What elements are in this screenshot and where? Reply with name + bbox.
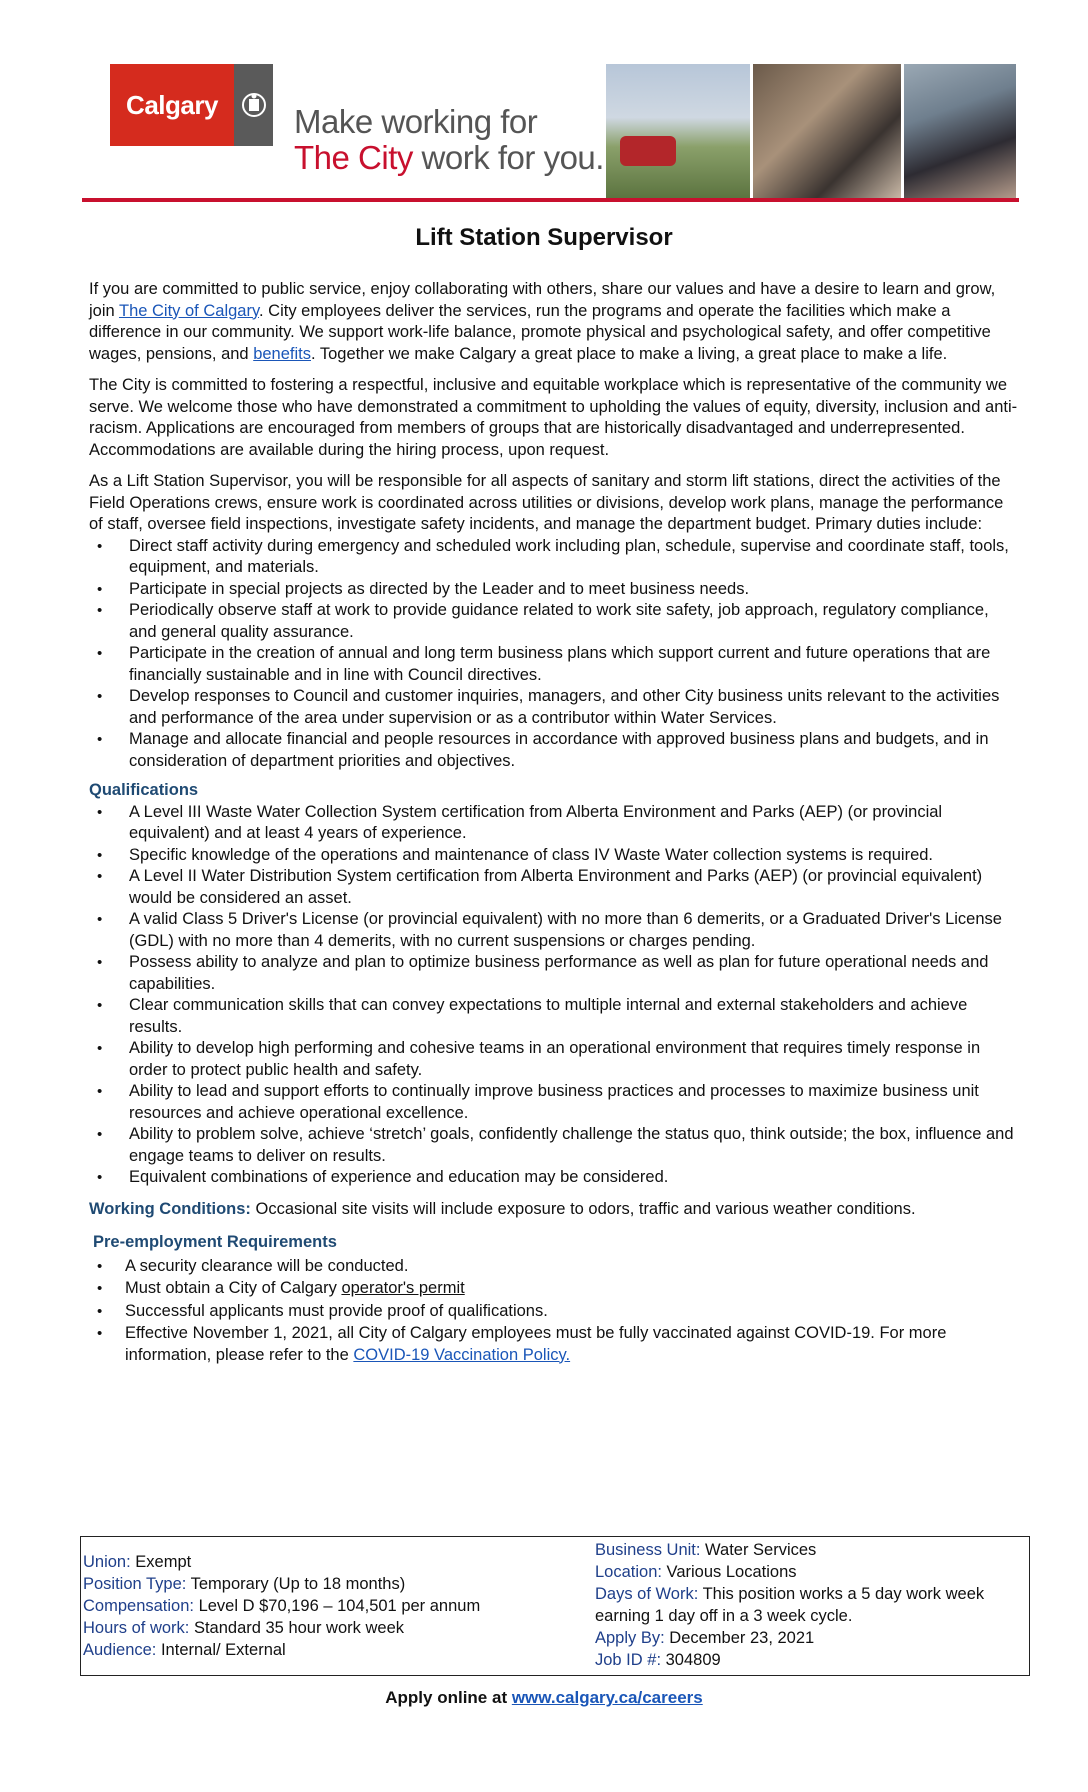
hours-row: Hours of work: Standard 35 hour work week — [83, 1619, 404, 1637]
header-banner — [82, 62, 1017, 202]
job-info-box — [80, 1536, 1030, 1676]
list-item: • Clear communication skills that can convey expectations to multiple internal and external stakeholders and achieve results. — [89, 995, 1019, 1038]
list-item: • Specific knowledge of the operations and maintenance of class IV Waste Water collection systems is required. — [89, 845, 1019, 867]
list-item: • Ability to develop high performing and cohesive teams in an operational environment that requires timely response in order to protect public health and safety. — [89, 1038, 1019, 1081]
working-conditions-label: Working Conditions: — [89, 1199, 251, 1218]
photo-driver — [904, 64, 1016, 198]
photo-mower — [606, 64, 750, 198]
city-of-calgary-link[interactable]: The City of Calgary — [118, 301, 259, 320]
tagline — [294, 104, 604, 176]
list-item: • Must obtain a City of Calgary operator's permit — [89, 1278, 1019, 1300]
tagline-line1: Make working for — [294, 103, 538, 140]
pre-employment-heading: Pre-employment Requirements — [93, 1233, 337, 1251]
qualifications-heading: Qualifications — [89, 781, 199, 799]
business-unit-row: Business Unit: Water Services — [595, 1541, 817, 1559]
list-item: • A Level III Waste Water Collection System certification from Alberta Environment and Parks (AEP) (or provincial equivalent) and at least 4 years of experience. — [89, 802, 1019, 845]
intro-paragraph-3: As a Lift Station Supervisor, you will be responsible for all aspects of sanitary and storm lift stations, direct the activities of the Field Operations crews, ensure work is coordinated across utilities or divisions, develop work plans, manage the performance of staff, oversee field inspections, investigate safety incidents, and manage the department budget. Primary duties include: — [89, 472, 1004, 533]
list-item: • Participate in special projects as directed by the Leader and to meet business needs. — [89, 579, 1019, 601]
list-item: • A Level II Water Distribution System certification from Alberta Environment and Parks (AEP) (or provincial equivalent) would be considered an asset. — [89, 866, 1019, 909]
list-item: • Ability to lead and support efforts to continually improve business practices and processes to maximize business unit resources and achieve operational excellence. — [89, 1081, 1019, 1124]
calgary-logo — [110, 64, 273, 146]
qualifications-list — [89, 802, 1019, 1189]
operators-permit-link[interactable]: operator's permit — [341, 1279, 465, 1297]
info-right-column — [595, 1539, 1025, 1671]
tagline-line2 — [294, 140, 604, 176]
days-row: Days of Work: This position works a 5 day work week earning 1 day off in a 3 week cycle. — [595, 1585, 985, 1625]
list-item: • A valid Class 5 Driver's License (or provincial equivalent) with no more than 6 demerits, or a Graduated Driver's License (GDL) with no more than 4 demerits, with no current suspensions or charges pending. — [89, 909, 1019, 952]
union-row: Union: Exempt — [83, 1553, 192, 1571]
apply-online: Apply online at www.calgary.ca/careers — [385, 1688, 703, 1707]
careers-link[interactable]: www.calgary.ca/careers — [511, 1688, 703, 1707]
benefits-link[interactable]: benefits — [253, 344, 311, 363]
tagline-rest: work for you. — [412, 139, 604, 176]
list-item: • Effective November 1, 2021, all City of Calgary employees must be fully vaccinated against COVID-19. For more information, please refer to the COVID-19 Vaccination Policy. — [89, 1323, 1019, 1366]
photo-staff — [753, 64, 901, 198]
compensation-row: Compensation: Level D $70,196 – 104,501 per annum — [83, 1597, 481, 1615]
logo-wordmark: Calgary — [110, 64, 234, 146]
job-description — [89, 279, 1019, 1367]
crest-icon — [234, 64, 273, 146]
covid-policy-link[interactable]: COVID-19 Vaccination Policy. — [353, 1345, 571, 1364]
intro-paragraph-1: If you are committed to public service, enjoy collaborating with others, share our values and have a desire to learn and grow, join The City of Calgary. City employees deliver the services, run the programs and operate the facilities which make a difference in our community. We support work-life balance, promote physical and psychological safety, and offer competitive wages, pensions, and benefits. Together we make Calgary a great place to make a living, a great place to make a life. — [89, 280, 996, 363]
apply-by-row: Apply By: December 23, 2021 — [595, 1629, 815, 1647]
list-item: • Periodically observe staff at work to provide guidance related to work site safety, job approach, regulatory compliance, and general quality assurance. — [89, 600, 1019, 643]
list-item: • Successful applicants must provide proof of qualifications. — [89, 1301, 1019, 1323]
info-left-column — [83, 1551, 583, 1661]
duties-list — [89, 536, 1019, 773]
location-row: Location: Various Locations — [595, 1563, 797, 1581]
list-item: • A security clearance will be conducted. — [89, 1256, 1019, 1278]
pre-employment-list — [89, 1256, 1019, 1367]
list-item: • Develop responses to Council and customer inquiries, managers, and other City business units relevant to the activities and performance of the area under supervision or as a contributor within Water Services. — [89, 686, 1019, 729]
intro-paragraph-2: The City is committed to fostering a respectful, inclusive and equitable workplace which is representative of the community we serve. We welcome those who have demonstrated a commitment to upholding the values of equity, diversity, inclusion and anti-racism. Applications are encouraged from members of groups that are historically disadvantaged and underrepresented. Accommodations are available during the hiring process, upon request. — [89, 376, 1018, 459]
job-id-row: Job ID #: 304809 — [595, 1651, 721, 1669]
position-type-row: Position Type: Temporary (Up to 18 months) — [83, 1575, 406, 1593]
list-item: • Equivalent combinations of experience and education may be considered. — [89, 1167, 1019, 1189]
tagline-red: The City — [294, 139, 413, 176]
header-divider — [82, 198, 1019, 202]
list-item: • Possess ability to analyze and plan to optimize business performance as well as plan for future operational needs and capabilities. — [89, 952, 1019, 995]
list-item: • Direct staff activity during emergency and scheduled work including plan, schedule, supervise and coordinate staff, tools, equipment, and materials. — [89, 536, 1019, 579]
header-photos — [606, 64, 1016, 198]
list-item: • Manage and allocate financial and people resources in accordance with approved business plans and budgets, and in consideration of department priorities and objectives. — [89, 729, 1019, 772]
audience-row: Audience: Internal/ External — [83, 1641, 286, 1659]
list-item: • Participate in the creation of annual and long term business plans which support current and future operations that are financially sustainable and in line with Council directives. — [89, 643, 1019, 686]
list-item: • Ability to problem solve, achieve ‘stretch’ goals, confidently challenge the status quo, think outside; the box, influence and engage teams to deliver on results. — [89, 1124, 1019, 1167]
working-conditions: Working Conditions: Occasional site visits will include exposure to odors, traffic and various weather conditions. — [89, 1199, 916, 1218]
page-title: Lift Station Supervisor — [415, 224, 673, 251]
